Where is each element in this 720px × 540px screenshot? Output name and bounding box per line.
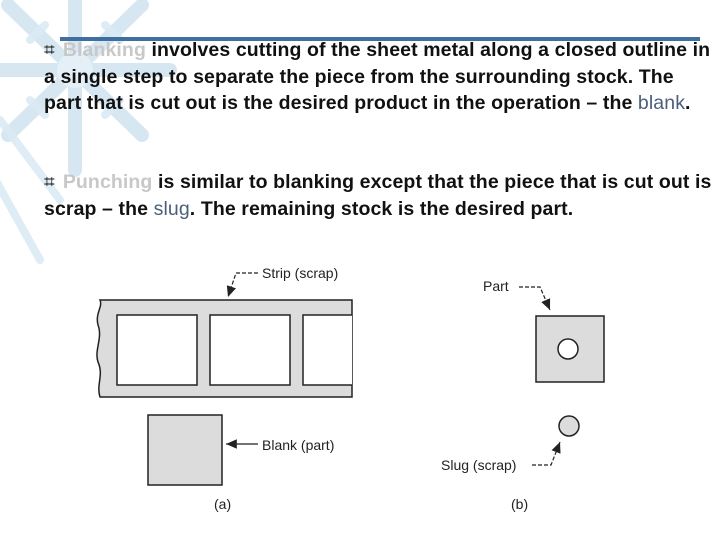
- strip-scrap-drawing: [97, 300, 352, 397]
- term-blanking: Blanking: [62, 39, 146, 61]
- label-part: Part: [483, 278, 509, 294]
- label-figure-a: (a): [214, 496, 232, 512]
- bullet-marker: ⌗: [44, 172, 55, 193]
- label-figure-b: (b): [511, 496, 529, 512]
- label-blank-part: Blank (part): [262, 437, 335, 453]
- term-punching: Punching: [62, 171, 153, 193]
- blanking-text-end: .: [685, 92, 691, 114]
- slug-drawing: [559, 416, 579, 436]
- label-slug-scrap: Slug (scrap): [441, 457, 517, 473]
- keyword-blank: blank: [637, 92, 686, 114]
- blank-part-drawing: [148, 415, 222, 485]
- keyword-slug: slug: [153, 198, 190, 220]
- blanking-text: involves cutting of the sheet metal along a closed outline in a single step to separate the piece from the surrounding stock. The part that is cut out is the desired product in the operation – the: [44, 39, 711, 114]
- bullet-marker: ⌗: [44, 40, 55, 61]
- label-strip-scrap: Strip (scrap): [262, 265, 339, 281]
- part-with-hole-drawing: [536, 316, 604, 382]
- punching-text-end: . The remaining stock is the desired part.: [189, 198, 574, 220]
- punching-text: is similar to blanking except that the piece that is cut out is scrap – the: [44, 171, 712, 220]
